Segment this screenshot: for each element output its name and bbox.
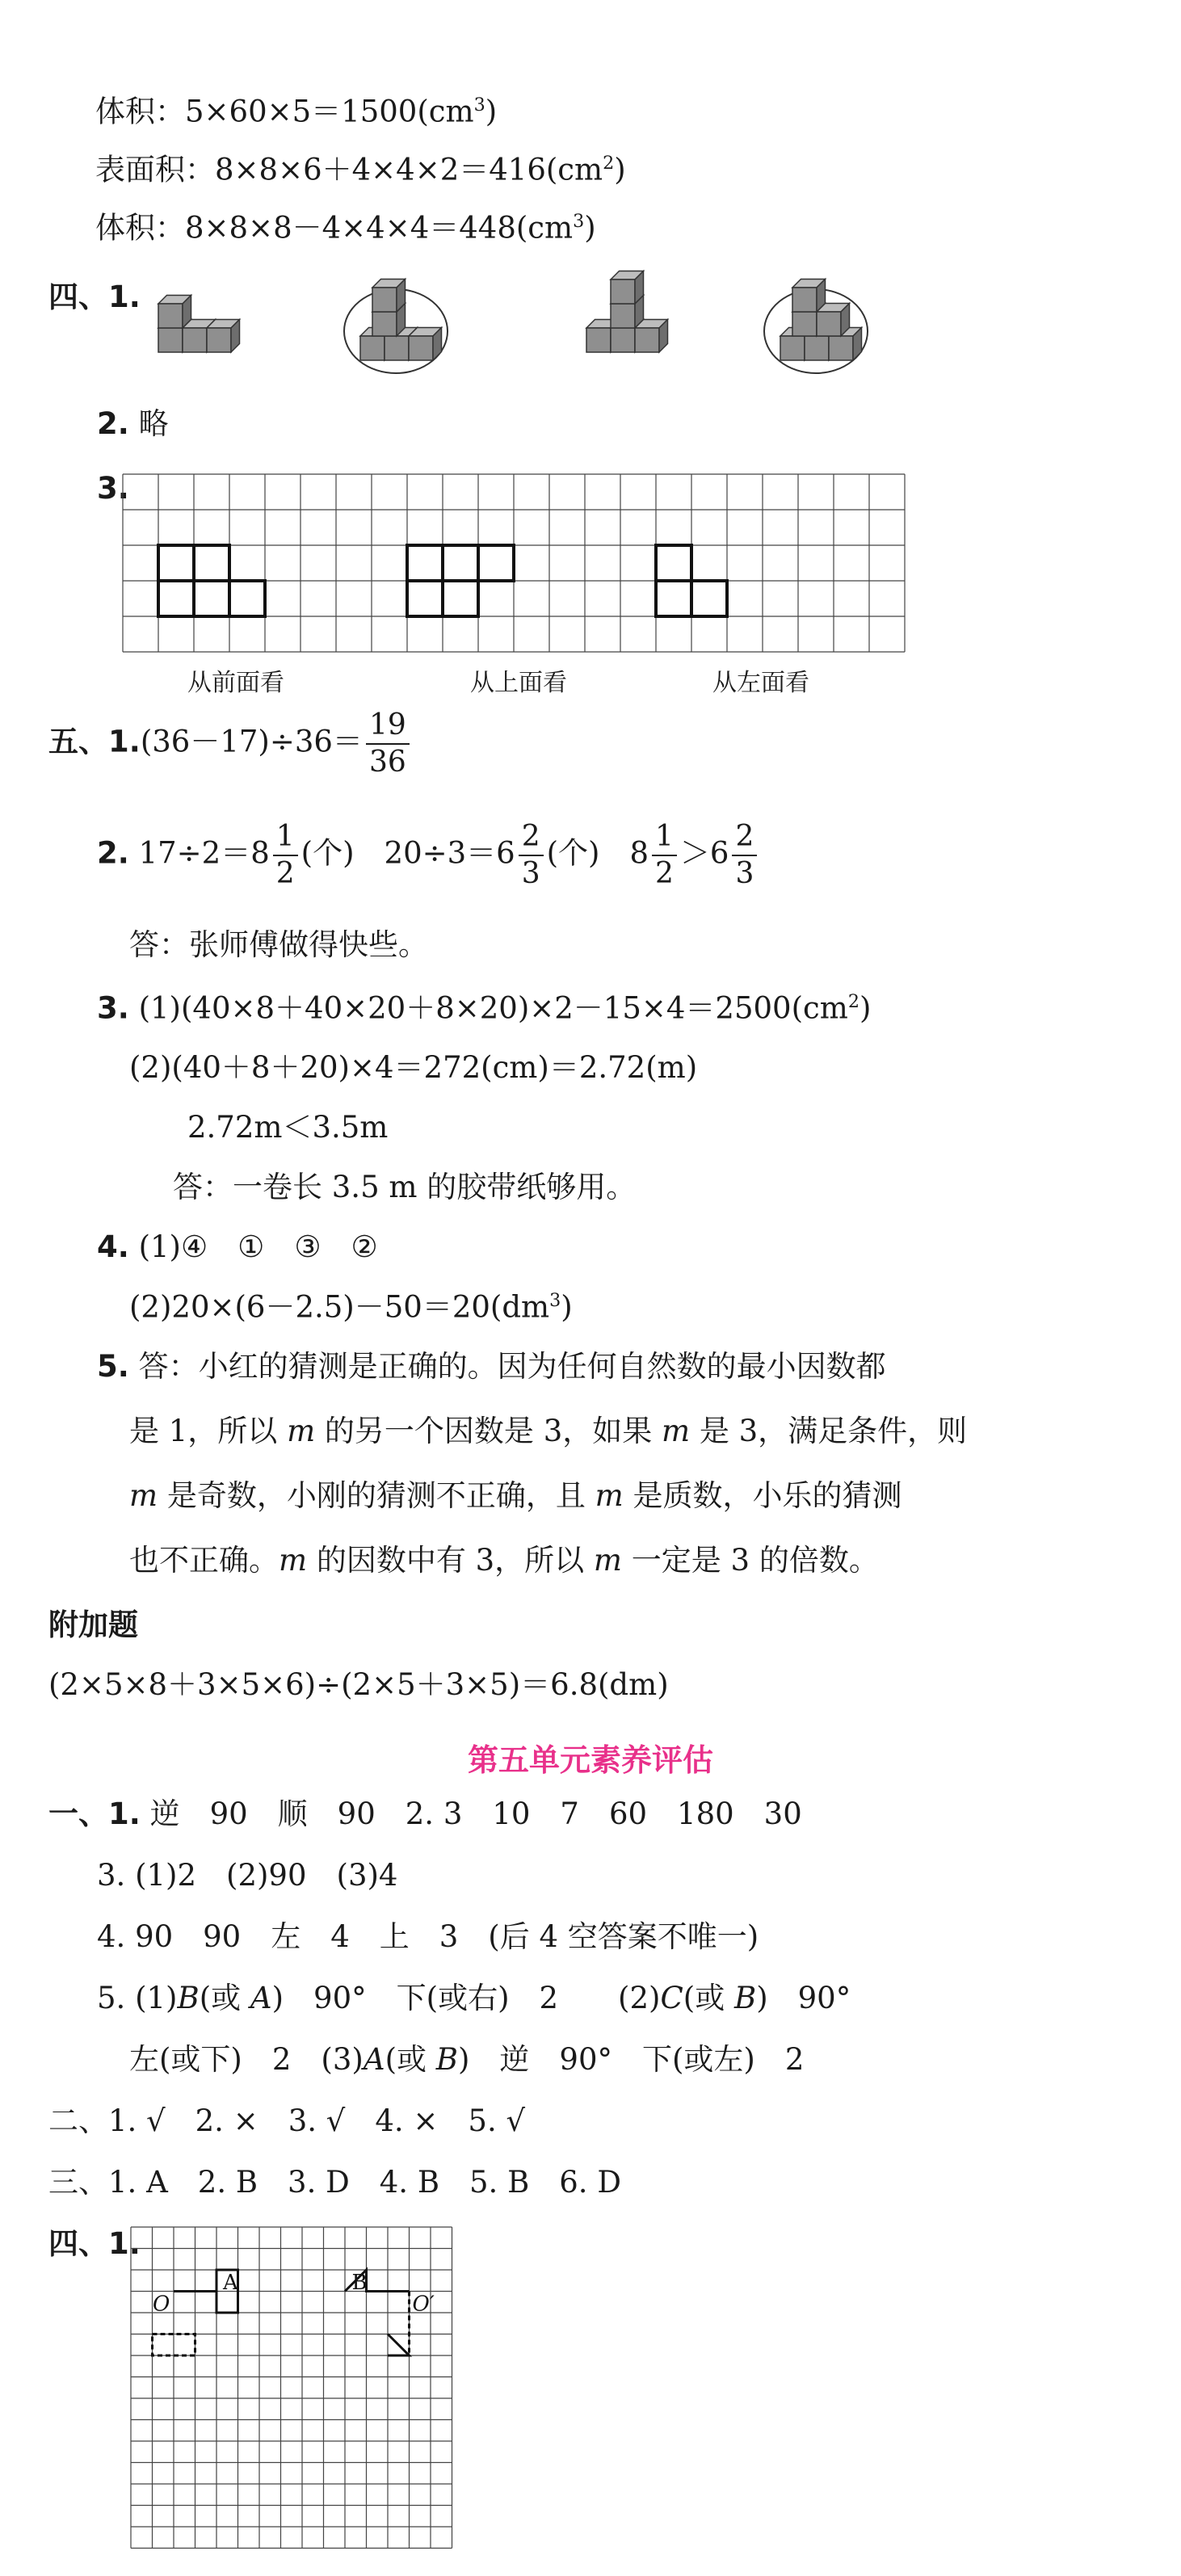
sec5-q5-l3: m 是奇数，小刚的猜测不正确，且 m 是质数，小乐的猜测: [129, 1478, 902, 1513]
extra-line: (2×5×8＋3×5×6)÷(2×5＋3×5)＝6.8(dm): [48, 1667, 669, 1702]
sec5-q3-l2: (2)(40＋8＋20)×4＝272(cm)＝2.72(m): [129, 1050, 698, 1085]
cube-front-face: [817, 312, 841, 336]
view-square: [478, 545, 514, 581]
cube-front-face: [792, 288, 817, 312]
cube-front-face: [611, 279, 635, 304]
view-square: [194, 581, 229, 616]
sec5-q5-l2: 是 1，所以 m 的另一个因数是 3，如果 m 是 3，满足条件，则: [129, 1414, 968, 1448]
sec4-q3-num: 3.: [97, 471, 129, 506]
sec5-q1: 五、1.(36－17)÷36＝ $\frac{19}{36}$: [48, 711, 413, 777]
unit5-s1-l1: 一、1. 逆 90 顺 90 2. 3 10 7 60 180 30: [48, 1796, 802, 1831]
unit5-s1-q5b: 左(或下) 2 (3)A(或 B) 逆 90° 下(或左) 2: [129, 2042, 805, 2077]
cube-front-face: [372, 312, 397, 336]
view-square: [158, 581, 194, 616]
unit5-s3: 三、1. A 2. B 3. D 4. B 5. B 6. D: [48, 2165, 621, 2200]
cube-front-face: [183, 328, 207, 352]
sec5-q4-l1: 4. (1)④ ① ③ ②: [97, 1229, 378, 1264]
cube-front-face: [158, 304, 183, 328]
unit5-s1-q4: 4. 90 90 左 4 上 3 (后 4 空答案不唯一): [97, 1919, 759, 1954]
view-square: [656, 581, 691, 616]
cube-front-face: [611, 304, 635, 328]
caption-top: 从上面看: [470, 669, 567, 697]
label-b: B: [351, 2271, 368, 2295]
caption-left: 从左面看: [712, 669, 809, 697]
view-square: [407, 545, 443, 581]
cube-front-face: [829, 336, 853, 360]
extra-title: 附加题: [48, 1607, 138, 1642]
cube-front-face: [792, 312, 817, 336]
view-square: [229, 581, 265, 616]
caption-front: 从前面看: [187, 669, 284, 697]
cube-views: [0, 267, 1181, 404]
label-a: A: [223, 2271, 238, 2295]
cube-front-face: [385, 336, 409, 360]
sec5-q4-l2: $(2)20\times(6-2.5)-50=20(dm^3)$: [129, 1289, 573, 1325]
sec4-q2: 2. 略: [97, 406, 169, 441]
cube-front-face: [780, 336, 805, 360]
unit5-s2: 二、1. √ 2. × 3. √ 4. × 5. √: [48, 2103, 526, 2138]
cube-front-face: [409, 336, 433, 360]
view-square: [443, 581, 478, 616]
cube-front-face: [207, 328, 231, 352]
label-o2: O′: [412, 2292, 435, 2317]
volume-line-2: 体积：$8\times 8\times 8-4\times 4\times 4=448(cm^3)$: [95, 210, 596, 246]
fraction: $\frac{19}{36}$: [366, 711, 410, 777]
view-square: [691, 581, 727, 616]
rotation-grid: [129, 2225, 792, 2553]
sec5-q5-l1: 5. 答：小红的猜测是正确的。因为任何自然数的最小因数都: [97, 1349, 886, 1384]
sec5-q2: 2. 17÷2＝8 $\frac{1}{2}$ (个) 20÷3＝6 $\frac{2}{3}$ (个) 8 $\frac{1}{2}$ ＞6 $\frac{2}{3}$: [97, 822, 760, 889]
section-4-label: 四、1.: [48, 279, 141, 314]
cube-front-face: [360, 336, 385, 360]
surface-area-line: 表面积：$8\times 8\times 6+4\times 4\times 2=416(cm^2)$: [95, 152, 626, 187]
sec5-q3-l4: 答：一卷长 3.5 m 的胶带纸够用。: [173, 1170, 637, 1204]
figure-b-rotated: [388, 2334, 410, 2356]
unit5-s4-label: 四、1.: [48, 2226, 141, 2261]
view-grid: [121, 473, 917, 658]
sec5-q3-l1: 3. $(1)(40\times 8+40\times 20+8\times 20)\times 2-15\times 4=2500(cm^2)$: [97, 990, 872, 1026]
unit5-title: 第五单元素养评估: [467, 1742, 713, 1778]
volume-line-1: 体积：$5\times 60\times 5=1500(cm^3)$: [95, 94, 498, 129]
view-square: [656, 545, 691, 581]
sec5-q3-l3: 2.72m＜3.5m: [187, 1110, 389, 1145]
cube-front-face: [611, 328, 635, 352]
label-o: O: [153, 2292, 170, 2317]
cube-front-face: [805, 336, 829, 360]
view-square: [158, 545, 194, 581]
unit5-s1-q5a: 5. (1)B(或 A) 90° 下(或右) 2 (2)C(或 B) 90°: [97, 1981, 851, 2015]
view-square: [194, 545, 229, 581]
unit5-s1-q3: 3. (1)2 (2)90 (3)4: [97, 1858, 398, 1893]
view-square: [443, 545, 478, 581]
cube-front-face: [635, 328, 659, 352]
cube-front-face: [158, 328, 183, 352]
sec5-q2-answer: 答：张师傅做得快些。: [129, 927, 428, 962]
cube-front-face: [586, 328, 611, 352]
cube-front-face: [372, 288, 397, 312]
sec5-q5-l4: 也不正确。m 的因数中有 3，所以 m 一定是 3 的倍数。: [129, 1543, 879, 1578]
view-square: [407, 581, 443, 616]
